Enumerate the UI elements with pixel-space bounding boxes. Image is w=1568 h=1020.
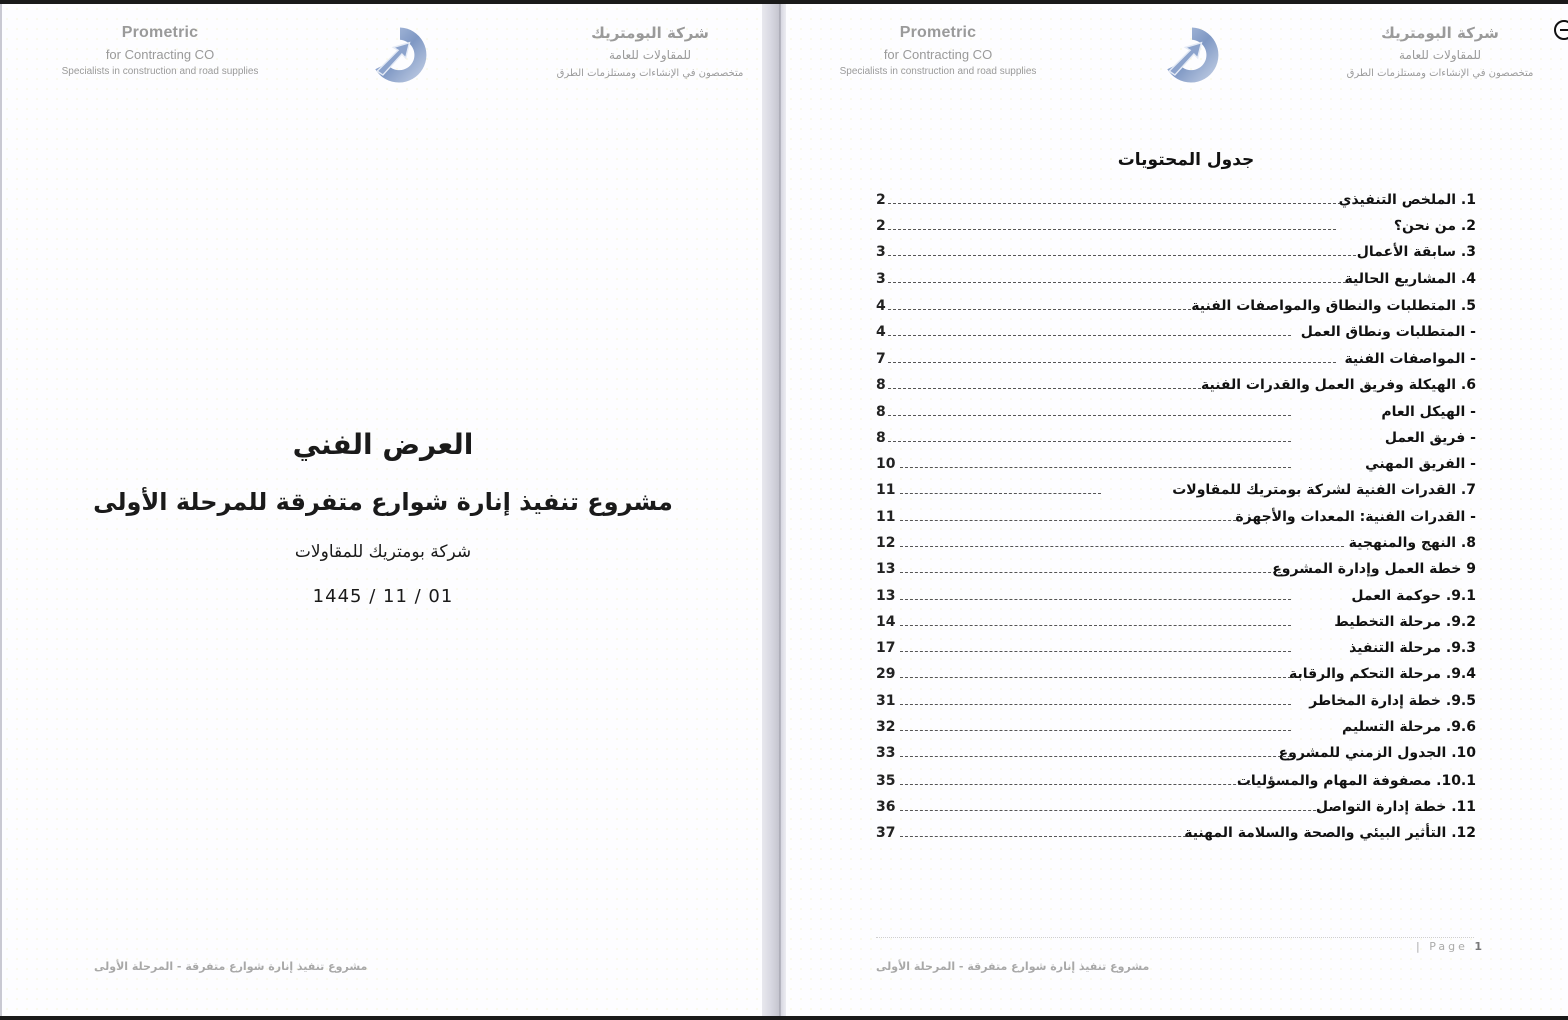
toc-entry-label: 9 خطة العمل وإدارة المشروع <box>1272 561 1476 577</box>
company-logo-icon <box>1154 20 1230 90</box>
cover-subtitle: مشروع تنفيذ إنارة شوارع متفرقة للمرحلة الأولى <box>93 488 673 516</box>
toc-entry-label: 2. من نحن؟ <box>1393 218 1476 234</box>
toc-entry-page: 17 <box>876 640 896 656</box>
toc-entry-page: 13 <box>876 561 896 577</box>
toc-entry-label: 6. الهيكلة وفريق العمل والقدرات الفنية <box>1201 377 1476 393</box>
toc-entry-page: 37 <box>876 825 896 841</box>
toc-entry-page: 11 <box>876 509 896 525</box>
header-subtitle-en: for Contracting CO <box>883 47 993 62</box>
toc-entry-page: 2 <box>876 218 886 234</box>
header-brand-ar: شركة البومتريك <box>1381 24 1499 42</box>
toc-entry[interactable] <box>876 666 1476 686</box>
toc-leader-line <box>888 441 1291 442</box>
toc-leader-line <box>888 309 1201 310</box>
toc-entry-label: - القدرات الفنية: المعدات والأجهزة <box>1235 509 1476 525</box>
toc-entry-page: 36 <box>876 799 896 815</box>
toc-entry[interactable] <box>876 535 1476 555</box>
toc-entry-label: 9.5. خطة إدارة المخاطر <box>1309 693 1476 709</box>
toc-entry-page: 3 <box>876 271 886 287</box>
toc-entry-page: 32 <box>876 719 896 735</box>
toc-entry[interactable] <box>876 377 1476 397</box>
header-tagline-en: Specialists in construction and road supplies <box>839 66 1037 77</box>
toc-leader-line <box>888 203 1341 204</box>
toc-entry[interactable] <box>876 825 1476 845</box>
toc-leader-line <box>900 784 1251 785</box>
toc-leader-line <box>888 229 1336 230</box>
toc-entry-label: 5. المتطلبات والنطاق والمواصفات الفنية <box>1191 298 1476 314</box>
toc-entry[interactable] <box>876 192 1476 212</box>
toc-entry[interactable] <box>876 614 1476 634</box>
toc-leader-line <box>900 651 1291 652</box>
toc-entry[interactable] <box>876 773 1476 793</box>
header-subtitle-ar: للمقاولات للعامة <box>609 48 691 62</box>
header-tagline-ar: متخصصون في الإنشاءات ومستلزمات الطرق <box>556 68 744 79</box>
toc-entry-label: 9.6. مرحلة التسليم <box>1342 719 1476 735</box>
company-logo-icon <box>362 20 438 90</box>
cover-footer: مشروع تنفيذ إنارة شوارع متفرقة - المرحلة الأولى <box>94 960 368 973</box>
toc-entry-label: - الفريق المهني <box>1365 456 1476 472</box>
toc-entry[interactable] <box>876 271 1476 291</box>
toc-entry-page: 8 <box>876 404 886 420</box>
footer-divider <box>876 937 1474 938</box>
toc-entry[interactable] <box>876 799 1476 819</box>
toc-leader-line <box>888 415 1291 416</box>
cover-company: شركة بومتريك للمقاولات <box>294 542 472 562</box>
toc-leader-line <box>900 730 1291 731</box>
toc-entry[interactable] <box>876 456 1476 476</box>
cover-page <box>0 4 762 1016</box>
toc-entry[interactable] <box>876 745 1476 765</box>
toc-entry-page: 10 <box>876 456 896 472</box>
toc-entry[interactable] <box>876 509 1476 529</box>
toc-entry-page: 7 <box>876 351 886 367</box>
header-arabic-block <box>540 24 760 79</box>
toc-entry[interactable] <box>876 404 1476 424</box>
toc-title: جدول المحتويات <box>1117 150 1255 170</box>
toc-entry-page: 29 <box>876 666 896 682</box>
toc-entry-page: 4 <box>876 324 886 340</box>
toc-entry-label: 1. الملخص التنفيذي <box>1338 192 1476 208</box>
header-subtitle-ar: للمقاولات للعامة <box>1399 48 1481 62</box>
toc-entry-page: 35 <box>876 773 896 789</box>
toc-leader-line <box>900 493 1101 494</box>
toc-leader-line <box>900 520 1241 521</box>
header-brand-en: Prometric <box>121 24 199 41</box>
cover-title: العرض الفني <box>292 428 474 461</box>
toc-entry-label: 4. المشاريع الحالية <box>1344 271 1476 287</box>
toc-entry[interactable] <box>876 719 1476 739</box>
toc-entry-label: 12. التأثير البيئي والصحة والسلامة المهنية <box>1184 825 1476 841</box>
page-number: | Page 1 <box>1416 940 1482 953</box>
toc-entry-label: - الهيكل العام <box>1381 404 1476 420</box>
toc-leader-line <box>900 625 1291 626</box>
zoom-out-icon[interactable] <box>1554 20 1568 40</box>
toc-entry-page: 8 <box>876 430 886 446</box>
toc-entry-label: 9.2. مرحلة التخطيط <box>1334 614 1476 630</box>
toc-leader-line <box>888 388 1216 389</box>
toc-leader-line <box>900 836 1201 837</box>
toc-leader-line <box>900 704 1291 705</box>
header-brand-ar: شركة البومتريك <box>591 24 709 42</box>
toc-footer: مشروع تنفيذ إنارة شوارع متفرقة - المرحلة الأولى <box>876 960 1150 973</box>
toc-leader-line <box>888 255 1356 256</box>
toc-entry-page: 8 <box>876 377 886 393</box>
toc-leader-line <box>900 810 1321 811</box>
toc-entry-label: 9.1. حوكمة العمل <box>1351 588 1476 604</box>
toc-entry-page: 13 <box>876 588 896 604</box>
toc-entry[interactable] <box>876 244 1476 264</box>
toc-entry-label: 11. خطة إدارة التواصل <box>1315 799 1476 815</box>
toc-entry-label: 9.3. مرحلة التنفيذ <box>1349 640 1476 656</box>
toc-entry-label: - المتطلبات ونطاق العمل <box>1300 324 1476 340</box>
header-tagline-en: Specialists in construction and road supplies <box>61 66 259 77</box>
toc-entry-label: 8. النهج والمنهجية <box>1348 535 1476 551</box>
toc-entry[interactable] <box>876 298 1476 318</box>
toc-entry-page: 14 <box>876 614 896 630</box>
toc-leader-line <box>900 756 1296 757</box>
toc-entry-label: 3. سابقة الأعمال <box>1356 244 1476 260</box>
toc-entry-label: - المواصفات الفنية <box>1344 351 1476 367</box>
toc-entry[interactable] <box>876 218 1476 238</box>
toc-entry-label: 10. الجدول الزمني للمشروع <box>1278 745 1476 761</box>
toc-entry-page: 2 <box>876 192 886 208</box>
toc-entry[interactable] <box>876 693 1476 713</box>
toc-entry-page: 3 <box>876 244 886 260</box>
toc-leader-line <box>900 677 1291 678</box>
page-number-value: 1 <box>1474 940 1482 953</box>
toc-leader-line <box>900 467 1291 468</box>
header-tagline-ar: متخصصون في الإنشاءات ومستلزمات الطرق <box>1346 68 1534 79</box>
toc-leader-line <box>888 362 1336 363</box>
toc-leader-line <box>900 546 1344 547</box>
page-label: Page <box>1429 940 1468 953</box>
toc-entry[interactable] <box>876 351 1476 371</box>
document-spread <box>0 4 1568 1016</box>
header-english-block <box>30 24 290 77</box>
header-english-block <box>808 24 1068 77</box>
toc-entry-page: 4 <box>876 298 886 314</box>
toc-entry-page: 11 <box>876 482 896 498</box>
header-arabic-block <box>1330 24 1550 79</box>
toc-entry[interactable] <box>876 324 1476 344</box>
header-brand-en: Prometric <box>899 24 977 41</box>
header-subtitle-en: for Contracting CO <box>105 47 215 62</box>
toc-leader-line <box>900 572 1281 573</box>
page-gutter <box>762 4 786 1016</box>
toc-entry-label: 9.4. مرحلة التحكم والرقابة <box>1288 666 1476 682</box>
toc-leader-line <box>888 282 1346 283</box>
toc-entry-page: 33 <box>876 745 896 761</box>
toc-entry[interactable] <box>876 640 1476 660</box>
cover-date: 1445 / 11 / 01 <box>312 586 454 607</box>
toc-leader-line <box>900 599 1291 600</box>
toc-entry[interactable] <box>876 561 1476 581</box>
toc-entry-label: 7. القدرات الفنية لشركة بومتريك للمقاولات <box>1172 482 1476 498</box>
toc-entry-page: 31 <box>876 693 896 709</box>
toc-entry[interactable] <box>876 430 1476 450</box>
toc-entry[interactable] <box>876 482 1476 502</box>
toc-page <box>786 4 1568 1016</box>
toc-entry-label: 10.1. مصفوفة المهام والمسؤليات <box>1236 773 1476 789</box>
toc-leader-line <box>888 335 1291 336</box>
toc-entry[interactable] <box>876 588 1476 608</box>
toc-entry-label: - فريق العمل <box>1384 430 1476 446</box>
toc-entry-page: 12 <box>876 535 896 551</box>
